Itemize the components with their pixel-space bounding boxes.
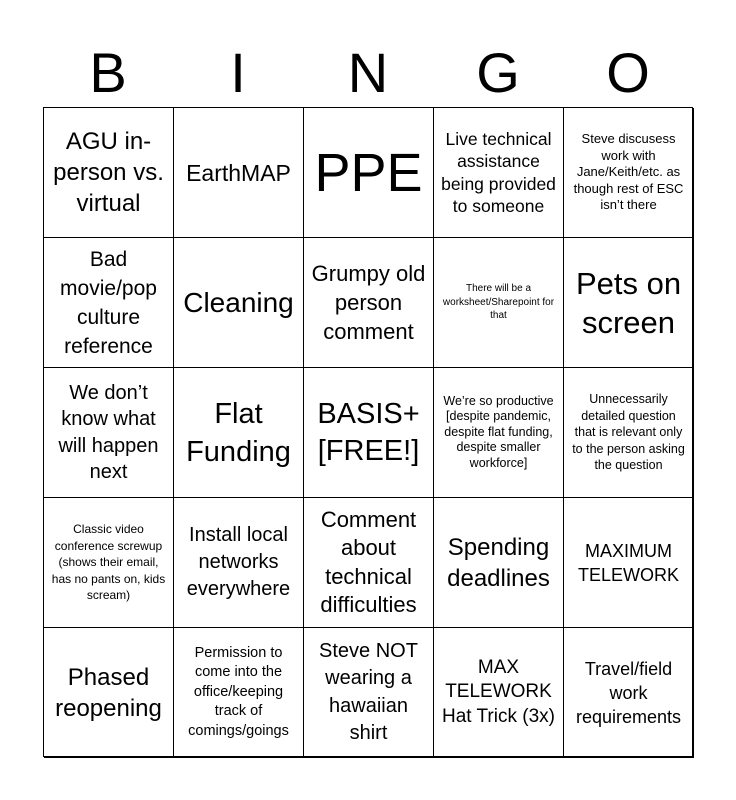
bingo-cell-r3-c5[interactable] [564, 368, 694, 498]
bingo-cell-r5-c2[interactable] [174, 628, 304, 758]
cell-text: MAX TELEWORK Hat Trick (3x) [442, 656, 555, 727]
cell-text: Unnecessarily detailed question that is relevant only to the person asking the question [572, 392, 685, 473]
cell-text: Travel/field work requirements [575, 658, 682, 727]
cell-text: PPE [314, 142, 423, 203]
bingo-cell-r4-c4[interactable] [434, 498, 564, 628]
bingo-cell-r4-c2[interactable] [174, 498, 304, 628]
bingo-cell-r3-c2[interactable] [174, 368, 304, 498]
bingo-cell-r2-c5[interactable] [564, 238, 694, 368]
bingo-cell-r2-c4[interactable] [434, 238, 564, 368]
bingo-board [43, 107, 693, 757]
cell-text: BASIS+ [FREE!] [317, 397, 420, 467]
cell-text: Pets on screen [575, 265, 682, 340]
cell-text: EarthMAP [186, 159, 291, 186]
header-letter-i: I [230, 41, 246, 104]
cell-text: Install local networks everywhere [186, 524, 291, 600]
bingo-header [43, 38, 693, 108]
bingo-cell-r5-c3[interactable] [304, 628, 434, 758]
bingo-cell-r1-c5[interactable] [564, 108, 694, 238]
header-letter-g: G [476, 41, 520, 104]
bingo-cell-r2-c2[interactable] [174, 238, 304, 368]
bingo-cell-r5-c4[interactable] [434, 628, 564, 758]
bingo-cell-r1-c2[interactable] [174, 108, 304, 238]
cell-text: AGU in-person vs. virtual [53, 128, 164, 217]
bingo-cell-r3-c1[interactable] [44, 368, 174, 498]
header-letter-n: N [347, 41, 389, 104]
bingo-cell-r4-c1[interactable] [44, 498, 174, 628]
bingo-cell-r2-c3[interactable] [304, 238, 434, 368]
cell-text: Grumpy old person comment [311, 261, 426, 344]
bingo-cell-r4-c5[interactable] [564, 498, 694, 628]
cell-text: Flat Funding [186, 397, 291, 468]
cell-text: We’re so productive [despite pandemic, despite flat funding, despite smaller workforce] [443, 393, 554, 470]
cell-text: Phased reopening [55, 663, 162, 722]
cell-text: Spending deadlines [447, 533, 550, 592]
bingo-cell-r3-c4[interactable] [434, 368, 564, 498]
bingo-cell-r2-c1[interactable] [44, 238, 174, 368]
bingo-cell-r4-c3[interactable] [304, 498, 434, 628]
cell-text: Live technical assistance being provided to someone [441, 128, 556, 216]
cell-text: MAXIMUM TELEWORK [577, 540, 679, 585]
bingo-cell-r5-c1[interactable] [44, 628, 174, 758]
bingo-cell-r1-c1[interactable] [44, 108, 174, 238]
header-letter-b: B [89, 41, 127, 104]
header-letter-o: O [606, 41, 650, 104]
bingo-cell-r5-c5[interactable] [564, 628, 694, 758]
cell-text: There will be a worksheet/Sharepoint for that [442, 283, 555, 322]
cell-text: Classic video conference screwup (shows their email, has no pants on, kids scream) [51, 522, 166, 603]
cell-text: Cleaning [183, 286, 294, 318]
cell-text: Bad movie/pop culture reference [60, 247, 157, 358]
cell-text: Comment about technical difficulties [320, 506, 417, 617]
bingo-cell-r1-c3[interactable] [304, 108, 434, 238]
cell-text: We don’t know what will happen next [58, 381, 159, 483]
cell-text: Permission to come into the office/keeping track of comings/goings [188, 644, 289, 739]
cell-text: Steve discusess work with Jane/Keith/etc. as though rest of ESC isn’t there [573, 131, 684, 213]
bingo-cell-r1-c4[interactable] [434, 108, 564, 238]
bingo-cell-r3-c3[interactable] [304, 368, 434, 498]
cell-text: Steve NOT wearing a hawaiian shirt [319, 639, 418, 744]
